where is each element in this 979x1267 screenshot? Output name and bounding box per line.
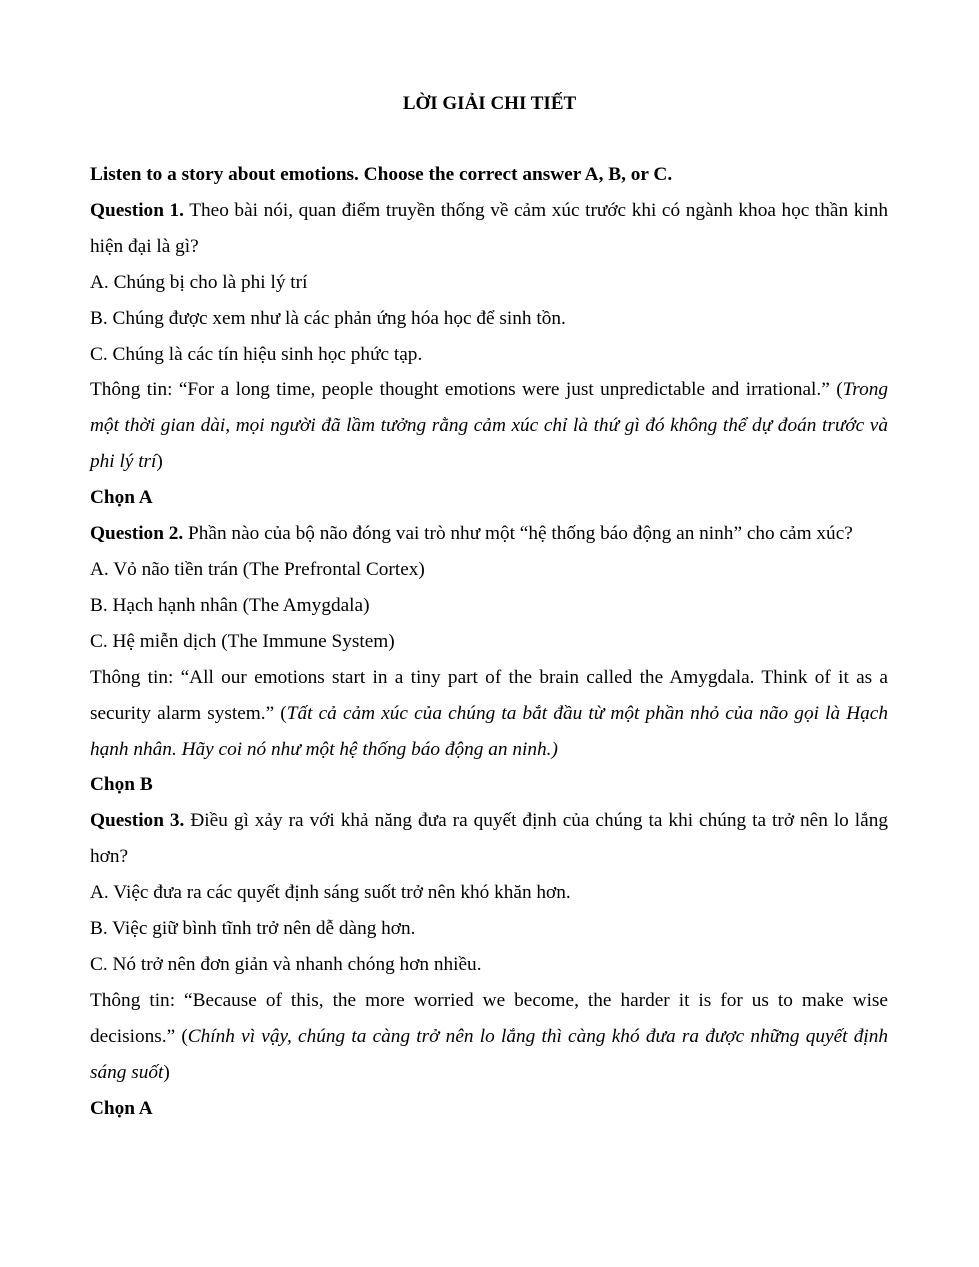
option-a: A. Chúng bị cho là phi lý trí [90, 271, 308, 293]
info-translation: Trong một thời gian dài, mọi người đã lầm tưởng rằng cảm xúc chỉ là thứ gì đó không thể dự đoán trước và phi lý trí [90, 379, 888, 473]
question-label: Question 1. [90, 199, 184, 221]
option-c: C. Nó trở nên đơn giản và nhanh chóng hơn nhiều. [90, 953, 482, 975]
info-paragraph: Thông tin: “Because of this, the more worried we become, the harder it is for us to make wise decisions.” (Chính vì vậy, chúng ta càng trở nên lo lắng thì càng khó đưa ra được những quyết định sáng suốt) [90, 989, 888, 1083]
question-1 [90, 193, 888, 516]
option-a: A. Việc đưa ra các quyết định sáng suốt trở nên khó khăn hơn. [90, 882, 571, 904]
question-2 [90, 516, 888, 803]
answer: Chọn B [90, 774, 153, 796]
question-3 [90, 803, 888, 1126]
option-c: C. Hệ miễn dịch (The Immune System) [90, 630, 395, 652]
option-b: B. Chúng được xem như là các phản ứng hóa học để sinh tồn. [90, 307, 566, 329]
answer: Chọn A [90, 487, 153, 509]
question-label: Question 2. [90, 523, 184, 545]
page-title: LỜI GIẢI CHI TIẾT [402, 93, 577, 114]
question-stem [90, 193, 888, 265]
info-translation: Chính vì vậy, chúng ta càng trở nên lo lắng thì càng khó đưa ra được những quyết định sáng suốt [90, 1025, 888, 1083]
question-text: Theo bài nói, quan điểm truyền thống về cảm xúc trước khi có ngành khoa học thần kinh hiện đại là gì? [90, 199, 888, 257]
document-content [90, 157, 888, 1126]
question-label: Question 3. [90, 810, 185, 832]
option-b: B. Việc giữ bình tĩnh trở nên dễ dàng hơn. [90, 918, 416, 940]
info-translation: Tất cả cảm xúc của chúng ta bắt đầu từ một phần nhỏ của não gọi là Hạch hạnh nhân. Hãy coi nó như một hệ thống báo động an ninh.) [90, 702, 889, 760]
answer: Chọn A [90, 1097, 153, 1119]
option-b: B. Hạch hạnh nhân (The Amygdala) [90, 594, 370, 616]
option-c: C. Chúng là các tín hiệu sinh học phức tạp. [90, 343, 423, 365]
info-paragraph: Thông tin: “All our emotions start in a tiny part of the brain called the Amygdala. Think of it as a security alarm system.” (Tất cả cảm xúc của chúng ta bắt đầu từ một phần nhỏ của não gọi là Hạch hạnh nhân. Hãy coi nó như một hệ thống báo động an ninh.) [90, 666, 889, 760]
question-text: Phần nào của bộ não đóng vai trò như một “hệ thống báo động an ninh” cho cảm xúc? [183, 523, 853, 545]
question-text: Điều gì xảy ra với khả năng đưa ra quyết định của chúng ta khi chúng ta trở nên lo lắng hơn? [90, 810, 888, 868]
info-paragraph: Thông tin: “For a long time, people thought emotions were just unpredictable and irrational.” (Trong một thời gian dài, mọi người đã lầm tưởng rằng cảm xúc chỉ là thứ gì đó không thể dự đoán trước và phi lý trí) [90, 379, 888, 473]
option-a: A. Vỏ não tiền trán (The Prefrontal Cortex) [90, 558, 425, 580]
instruction: Listen to a story about emotions. Choose the correct answer A, B, or C. [90, 164, 673, 185]
question-stem [90, 803, 888, 875]
question-stem [90, 516, 888, 552]
